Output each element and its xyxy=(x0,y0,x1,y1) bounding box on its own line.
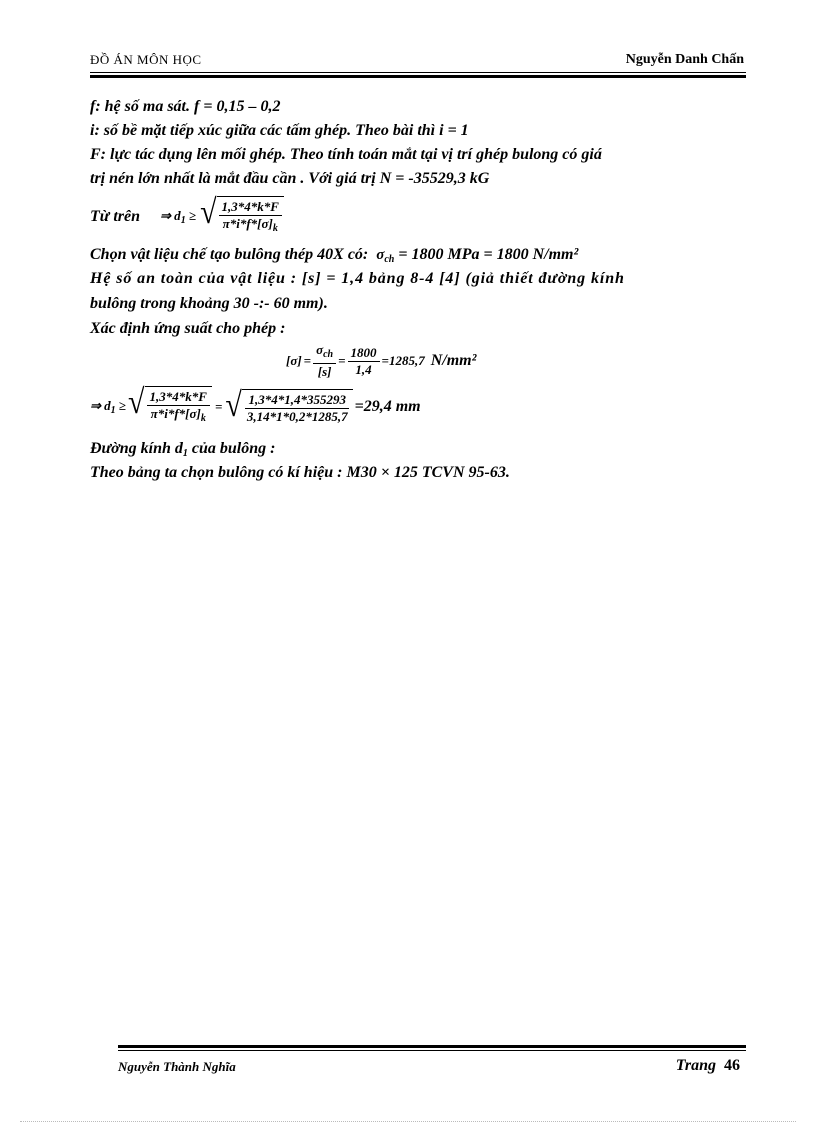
text-line-force-value: trị nén lớn nhất là mắt đầu cần . Với giá trị N = -35529,3 kG xyxy=(90,170,490,187)
footer-rule-thin xyxy=(118,1050,746,1051)
text-line-friction: f: hệ số ma sát. f = 0,15 – 0,2 xyxy=(90,98,281,115)
formula-allowable-stress: [σ] = $\frac{\sigma_{ch}}{[s]}$ = $\frac{1800}{1,4}$ =1285,7 N/mm² xyxy=(286,342,477,379)
text-line-bolt-selection: Theo bảng ta chọn bulông có kí hiệu : M30 × 125 TCVN 95-63. xyxy=(90,464,510,481)
formula-lead-text: Từ trên xyxy=(90,207,141,225)
header-rule-thin xyxy=(90,72,746,73)
text-line-bolt-diameter: Đường kính $d_1$ của bulông : xyxy=(90,440,276,459)
text-line-safety-factor: Hệ số an toàn của vật liệu : [s] = 1,4 bảng 8-4 [4] (giả thiết đường kính xyxy=(90,270,625,287)
fraction-numerator: 1,3*4*k*F xyxy=(219,199,282,216)
footer-page xyxy=(676,1057,740,1075)
page-number: 46 xyxy=(724,1057,740,1074)
fraction-denominator: $\pi*i*f*[\sigma]_k$ xyxy=(222,216,278,234)
page-bottom-edge xyxy=(20,1121,796,1122)
sigma-ch-symbol: $\sigma_{ch}$ xyxy=(376,247,395,265)
footer-page-label: Trang xyxy=(675,1057,716,1074)
footer-rule-thick xyxy=(118,1045,746,1048)
sqrt-expression: √ $\frac{1,3*4*k*F}{\pi*i*f*[\sigma]_k}$ xyxy=(200,196,284,237)
header-author: Nguyễn Danh Chấn xyxy=(625,52,744,67)
text-line-allowable-stress: Xác định ứng suất cho phép : xyxy=(90,320,286,337)
text-line-material: Chọn vật liệu chế tạo bulông thép 40X có: $\sigma_{ch} = 1800$ MPa = 1800 N/mm² xyxy=(90,246,579,265)
text-line-bolt-range: bulông trong khoảng 30 -:- 60 mm). xyxy=(90,295,328,312)
footer-author: Nguyễn Thành Nghĩa xyxy=(118,1059,236,1074)
formula-diameter-result: ⇒ $d_1$ ≥ √ $\frac{1,3*4*k*F}{\pi*i*f*[\sigma]_k}$ = √ $\frac{1,3*4*1,4*355293}{3,14*1*0,2*1285,7}$ =29,4 mm xyxy=(90,386,421,427)
formula-lhs: ⇒ $d_1$ ≥ xyxy=(160,207,197,226)
header-rule-thick xyxy=(90,75,746,78)
formula-diameter-general xyxy=(90,192,284,237)
header-left-title: ĐỒ ÁN MÔN HỌC xyxy=(90,52,202,67)
text-line-force: F: lực tác dụng lên mối ghép. Theo tính toán mắt tại vị trí ghép bulong có giá xyxy=(90,146,602,163)
text-line-contact-surfaces: i: số bề mặt tiếp xúc giữa các tấm ghép. Theo bài thì i = 1 xyxy=(90,122,469,139)
